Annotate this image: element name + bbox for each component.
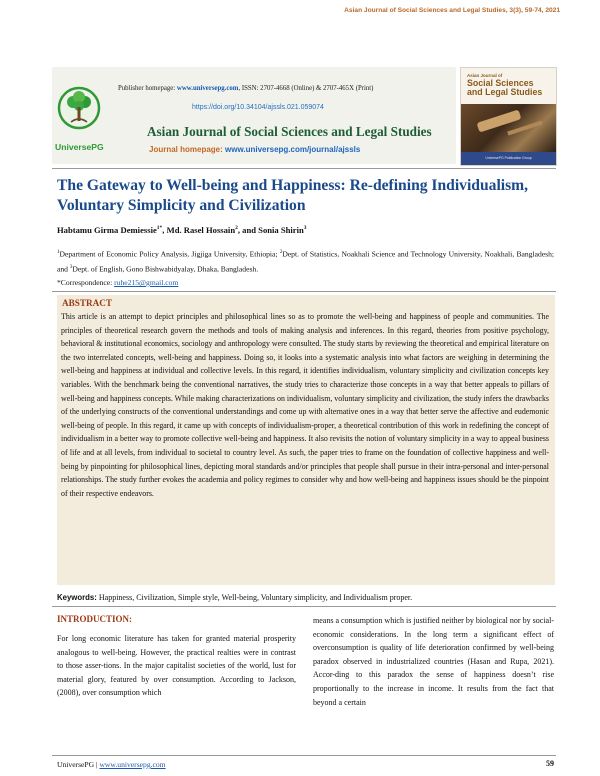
affiliations xyxy=(57,246,554,275)
tree-logo-icon xyxy=(57,83,101,141)
keywords-divider xyxy=(52,606,556,607)
abstract-heading: ABSTRACT xyxy=(62,298,113,308)
abstract-text: This article is an attempt to depict principles and philosophical lines so as to promote the well-being and happiness of people and communities. The principles of theoretical research govern the methods and tools of making analysis and inferences. In this regard, theories from positive psychology, behavioral & institutional economics, sociology and anthropology were consulted. The study starts by reviewing the theoretical and empirical literature on the two interrelated concepts, well-being and happiness. Doing so, it looks into a systematic analysis into what factors are weighing in determining the well-being and happiness at individual and collective levels. In this regard, it identifies individualism, voluntary simplicity and civilization concepts key variables. With the benchmark being the conventional narratives, the study tries to characterize those concepts in a way that better appeals to pillars of well-being and happiness concepts. While making characterizations on individualism, voluntary simplicity and civilization, the study infers the drawbacks of the underlying constructs of the conventional understandings and come up with alternative ones in a way that better serve the affective and eudemonic well-being of people. In this regard, it came up with concepts of individualism-proper, a theoretical contribution of this work in redefining the concept of individualism in a better way to promote collective well-being and happiness. It also revisits the notion of voluntary simplicity in a way to appeal business of life and at all levels, from individual to societal to country level. As such, the paper tries to frame on the foundation of collective happiness and well-being by pinpointing for philosophical lines, depicting moral standards and/or principles that people shall pursue in their intra-personal and inter-personal relationships. The study further evokes the academia and policy regimes to consider why and how well-being and happiness issues should be the pinpoint of their respective endeavors. xyxy=(61,312,549,498)
footer-publisher xyxy=(57,760,166,769)
affiliation-mark: 3 xyxy=(69,264,73,270)
affiliation-text: Department of Economic Policy Analysis, Jigjiga University, Ethiopia; xyxy=(59,249,280,259)
footer-divider xyxy=(52,755,556,756)
logo-wordmark: UniversePG xyxy=(55,142,104,152)
affiliation-mark: 1 xyxy=(57,250,60,255)
author-name: Md. Rasel Hossain xyxy=(166,225,236,235)
correspondence-email-link[interactable]: ruhe215@gmail.com xyxy=(114,278,179,287)
cover-title xyxy=(467,74,542,97)
cover-publisher-bar: UniversePG Publication Group xyxy=(461,152,556,165)
running-head: Asian Journal of Social Sciences and Legal Studies, 3(3), 59-74, 2021 xyxy=(344,7,560,14)
journal-home-label: Journal homepage: xyxy=(149,145,226,154)
author-list xyxy=(57,225,307,235)
abstract-top-divider xyxy=(52,291,556,292)
author-name: Habtamu Girma Demiessie xyxy=(57,225,157,235)
author-affiliation-mark: 2 xyxy=(235,225,238,232)
keywords-label: Keywords: xyxy=(57,593,97,602)
publisher-line xyxy=(118,85,373,92)
footer-link[interactable]: www.universepg.com xyxy=(99,760,166,769)
gavel-handle-shape xyxy=(507,121,542,136)
article-title: The Gateway to Well-being and Happiness: Re-defining Individualism, Voluntary Simplicity and Civilization xyxy=(57,177,529,214)
publisher-link[interactable]: www.universepg.com xyxy=(176,85,239,92)
journal-cover-thumbnail xyxy=(460,67,557,166)
page-number: 59 xyxy=(546,759,554,768)
keywords-line xyxy=(57,593,557,602)
author-affiliation-mark: 3 xyxy=(303,225,307,232)
issn-text: , ISSN: 2707-4668 (Online) & 2707-465X (Print) xyxy=(238,85,374,92)
affiliation-text: Dept. of Statistics, Noakhali Science and Technology University, Noakhali, Bangladesh; and xyxy=(57,249,554,274)
introduction-left-column: For long economic literature has taken for granted material prosperity analogous to well-being. However, the practical realties were in contrast to those asser-tions. In the major capitalist societies of the world, lust for material glory, featured by over consumption. According to Jackson, (2008), over consumption which xyxy=(57,634,296,698)
journal-title: Asian Journal of Social Sciences and Legal Studies xyxy=(147,124,432,139)
journal-home-link[interactable]: www.universepg.com/journal/ajssls xyxy=(225,145,361,154)
correspondence-label: *Correspondence: xyxy=(57,278,115,287)
keywords-text: Happiness, Civilization, Simple style, Well-being, Voluntary simplicity, and Individualism proper. xyxy=(96,593,413,602)
doi-link[interactable]: https://doi.org/10.34104/ajssls.021.059074 xyxy=(192,104,324,111)
cover-title-line3: and Legal Studies xyxy=(467,86,543,97)
author-separator: , xyxy=(162,225,167,235)
author-name: Sonia Shirin xyxy=(258,225,304,235)
footer-prefix: UniversePG | xyxy=(57,760,100,769)
cover-title-line1: Asian Journal of xyxy=(467,73,503,78)
author-affiliation-mark: 1* xyxy=(156,225,163,232)
introduction-right-column: means a consumption which is justified neither by biological nor by social-economic considerations. In the long term a significant effect of overconsumption is quality of life deterioration confirmed by well-being paradox observed in industrialized countries (Hasan and Rupa, 2021). Accor-ding to this paradox the sense of happiness doesn’t rise proportionally to the increase in income. It results from the fact that beyond a certain xyxy=(313,616,554,707)
affiliation-mark: 2 xyxy=(279,250,283,255)
correspondence-line xyxy=(57,278,178,287)
publisher-prefix: Publisher homepage: xyxy=(118,85,177,92)
publisher-logo xyxy=(55,83,103,157)
cover-title-line2: Social Sciences xyxy=(467,77,534,88)
affiliation-text: Dept. of English, Gono Bishwabidyalay, Dhaka, Bangladesh. xyxy=(72,264,259,274)
author-separator: , and xyxy=(237,225,259,235)
header-divider xyxy=(52,168,556,169)
introduction-heading: INTRODUCTION: xyxy=(57,614,133,624)
journal-homepage-line xyxy=(149,145,360,154)
cover-gavel-image xyxy=(461,104,556,152)
